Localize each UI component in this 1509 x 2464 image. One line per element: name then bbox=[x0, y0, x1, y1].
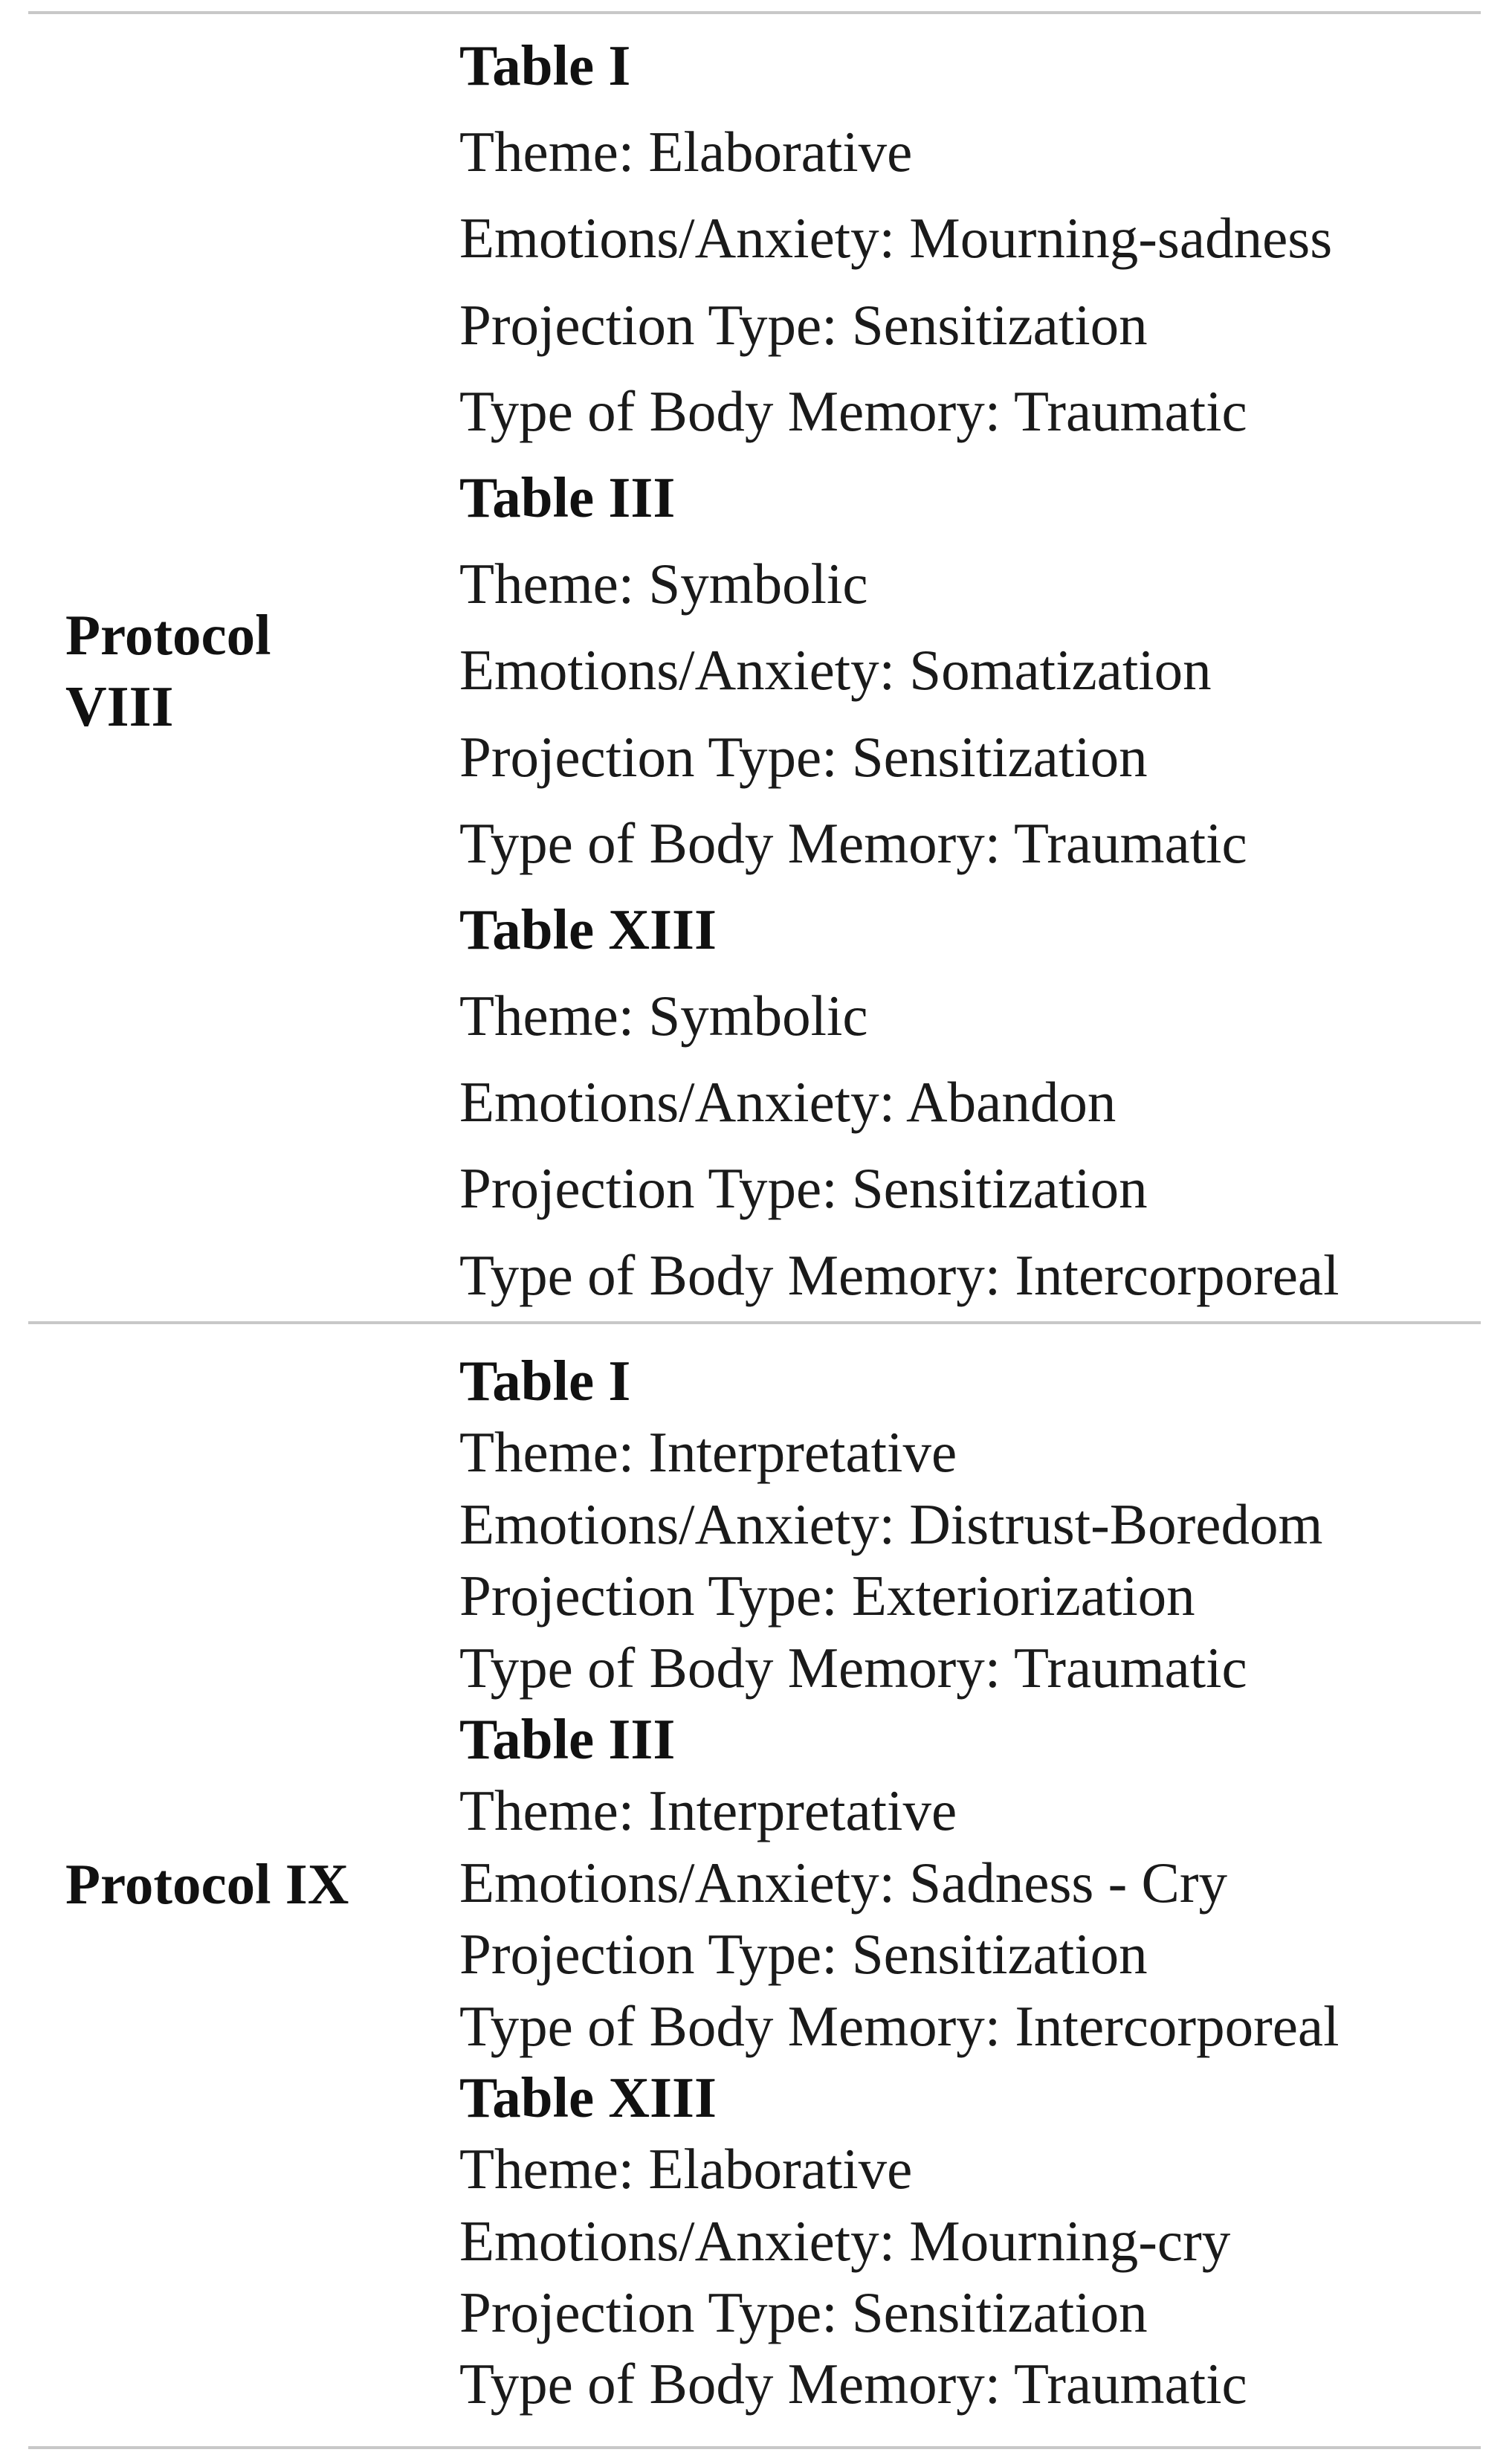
emotions-line: Emotions/Anxiety: Mourning-sadness bbox=[459, 206, 1333, 271]
theme-line: Theme: Elaborative bbox=[459, 120, 913, 184]
theme-line: Theme: Elaborative bbox=[459, 2137, 913, 2202]
theme-line: Theme: Interpretative bbox=[459, 1778, 957, 1843]
table-entry bbox=[459, 886, 1339, 1318]
emotions-line: Emotions/Anxiety: Sadness - Cry bbox=[459, 1850, 1228, 1915]
table-heading: Table I bbox=[459, 1349, 631, 1413]
table-entry bbox=[459, 1703, 1339, 2062]
table-heading: Table I bbox=[459, 33, 631, 97]
body-memory-line: Type of Body Memory: Intercorporeal bbox=[459, 1242, 1340, 1307]
projection-line: Projection Type: Sensitization bbox=[459, 2280, 1148, 2345]
emotions-line: Emotions/Anxiety: Abandon bbox=[459, 1070, 1117, 1135]
table-heading: Table III bbox=[459, 465, 676, 529]
emotions-line: Emotions/Anxiety: Mourning-cry bbox=[459, 2208, 1231, 2273]
table-heading: Table III bbox=[459, 1706, 676, 1771]
table-heading: Table XIII bbox=[459, 897, 717, 961]
emotions-line: Emotions/Anxiety: Distrust-Boredom bbox=[459, 1491, 1323, 1556]
projection-line: Projection Type: Sensitization bbox=[459, 292, 1148, 357]
body-memory-line: Type of Body Memory: Traumatic bbox=[459, 378, 1247, 443]
table-entry bbox=[459, 2062, 1339, 2420]
body-memory-line: Type of Body Memory: Traumatic bbox=[459, 810, 1247, 875]
table-bottom-rule bbox=[28, 2446, 1481, 2449]
row-content-protocol-viii bbox=[459, 22, 1339, 1318]
theme-line: Theme: Symbolic bbox=[459, 552, 868, 616]
body-memory-line: Type of Body Memory: Traumatic bbox=[459, 1635, 1247, 1700]
projection-line: Projection Type: Sensitization bbox=[459, 724, 1148, 789]
theme-line: Theme: Symbolic bbox=[459, 984, 868, 1048]
table-heading: Table XIII bbox=[459, 2065, 717, 2129]
row-divider-rule bbox=[28, 1321, 1481, 1324]
row-label-protocol-viii: Protocol VIII bbox=[65, 603, 271, 738]
table-top-rule bbox=[28, 11, 1481, 14]
row-label-protocol-ix: Protocol IX bbox=[65, 1852, 349, 1916]
table-entry bbox=[459, 1345, 1339, 1703]
row-content-protocol-ix bbox=[459, 1345, 1339, 2420]
projection-line: Projection Type: Sensitization bbox=[459, 1156, 1148, 1221]
body-memory-line: Type of Body Memory: Intercorporeal bbox=[459, 1993, 1340, 2058]
body-memory-line: Type of Body Memory: Traumatic bbox=[459, 2352, 1247, 2416]
emotions-line: Emotions/Anxiety: Somatization bbox=[459, 638, 1212, 703]
projection-line: Projection Type: Exteriorization bbox=[459, 1564, 1195, 1628]
table-entry bbox=[459, 22, 1339, 454]
projection-line: Projection Type: Sensitization bbox=[459, 1922, 1148, 1987]
table-entry bbox=[459, 454, 1339, 886]
theme-line: Theme: Interpretative bbox=[459, 1420, 957, 1485]
